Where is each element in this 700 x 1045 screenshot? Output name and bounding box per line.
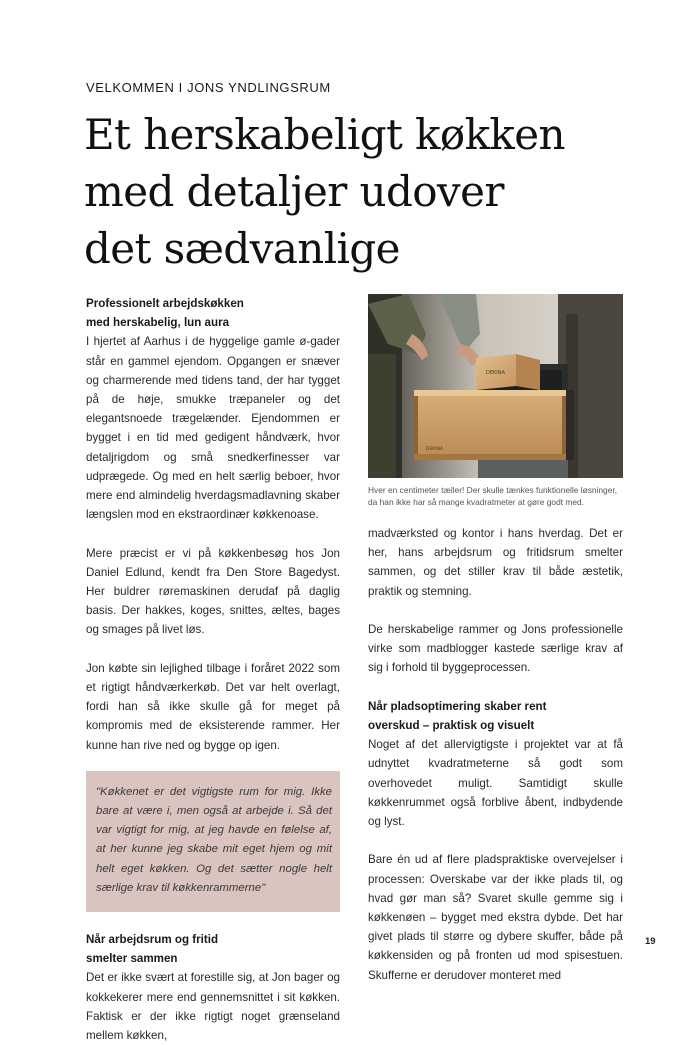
drawer-label-top: DEKINA: [486, 370, 505, 376]
page-number: 19: [645, 936, 656, 947]
paragraph: Noget af det allervigtigste i projektet var at få udnyttet kvadratmeterne så godt som overhovedet muligt. Samtidigt skulle køkkenrummet også forblive åbent, indbydende og lyst.: [368, 738, 623, 829]
section-heading: Når pladsoptimering skaber rent: [368, 699, 547, 713]
section-heading: Professionelt arbejdskøkken: [86, 297, 244, 310]
paragraph: Jon købte sin lejlighed tilbage i foråret 2022 som et rigtigt håndværkerkøb. Det var helt overlagt, fordi han så ikke skulle gå for meget på kompromis med de eksisterende rammer. Her kunne han rive ned og bygge op igen.: [86, 661, 340, 752]
pull-quote: "Køkkenet er det vigtigste rum for mig. Ikke bare at være i, men også at arbejde i. Så det var vigtigt for mig, at jeg havde en følelse af, at her kunne jeg skabe mit eget hjem og mit helt eget køkken. Og det sætter nogle helt særlige krav til køkkenrammerne": [86, 771, 340, 912]
headline: [84, 106, 644, 277]
section-kicker: VELKOMMEN I JONS YNDLINGSRUM: [86, 80, 331, 95]
headline-line: Et herskabeligt køkken: [84, 110, 565, 159]
image-caption: Hver en centimeter tæller! Der skulle tænkes funktionelle løsninger, da han ikke har så mange kvadratmeter at gøre godt med.: [368, 485, 618, 507]
paragraph: De herskabelige rammer og Jons professionelle virke som madblogger kastede særlige krav af sig i forhold til byggeprocessen.: [368, 623, 623, 675]
section-heading: med herskabelig, lun aura: [86, 316, 230, 330]
kitchen-photo: [368, 294, 623, 478]
drawer-label-bottom: DEKINA: [426, 447, 444, 452]
section-heading: overskud – praktisk og visuelt: [368, 719, 535, 732]
section-heading: smelter sammen: [86, 952, 178, 966]
headline-line: med detaljer udover: [84, 167, 504, 216]
left-column: [86, 294, 340, 1045]
kitchen-drawer-photo-icon: [368, 294, 623, 478]
paragraph: I hjertet af Aarhus i de hyggelige gamle ø-gader står en gammel ejendom. Opgangen er snæver og charmerende med tidens tand, der har tygget på de høje, smukke træpaneler og det elegantsnoede trægelænder. Ejendommen er bygget i en tid med gedigent håndværk, hvor detaljrigdom og små snedkerfinesser var udprægede. Og med en helt særlig beboer, hvor mere end almindelig hverdagsmadlavning skaber længslen mod en ekstraordinær køkkenoase.: [86, 335, 340, 522]
paragraph: madværksted og kontor i hans hverdag. Det er her, hans arbejdsrum og fritidsrum smelter sammen, og det stiller krav til både æstetik, praktik og stemning.: [368, 527, 623, 598]
paragraph: Det er ikke svært at forestille sig, at Jon bager og kokkekerer mere end gennemsnittet i sit køkken. Faktisk er der ikke rigtigt noget grænseland mellem køkken,: [86, 971, 340, 1043]
paragraph: Bare én ud af flere pladspraktiske overvejelser i processen: Overskabe var der ikke plads til, og hvad gør man så? Svaret skulle gemme sig i køkkenøen – bygget med ekstra dybde. Det har givet plads til større og dybere skuffer, både på køkkensiden og på fronten ud mod spisestuen. Skufferne er derudover monteret med: [368, 853, 623, 982]
right-column: [368, 524, 623, 985]
section-heading: Når arbejdsrum og fritid: [86, 933, 219, 947]
headline-line: det sædvanlige: [84, 224, 400, 273]
paragraph: Mere præcist er vi på køkkenbesøg hos Jon Daniel Edlund, kendt fra Den Store Bagedyst. Her buldrer røremaskinen derudaf på daglig basis. Der hakkes, koges, snittes, æltes, bages og smages på livet løs.: [86, 546, 340, 637]
